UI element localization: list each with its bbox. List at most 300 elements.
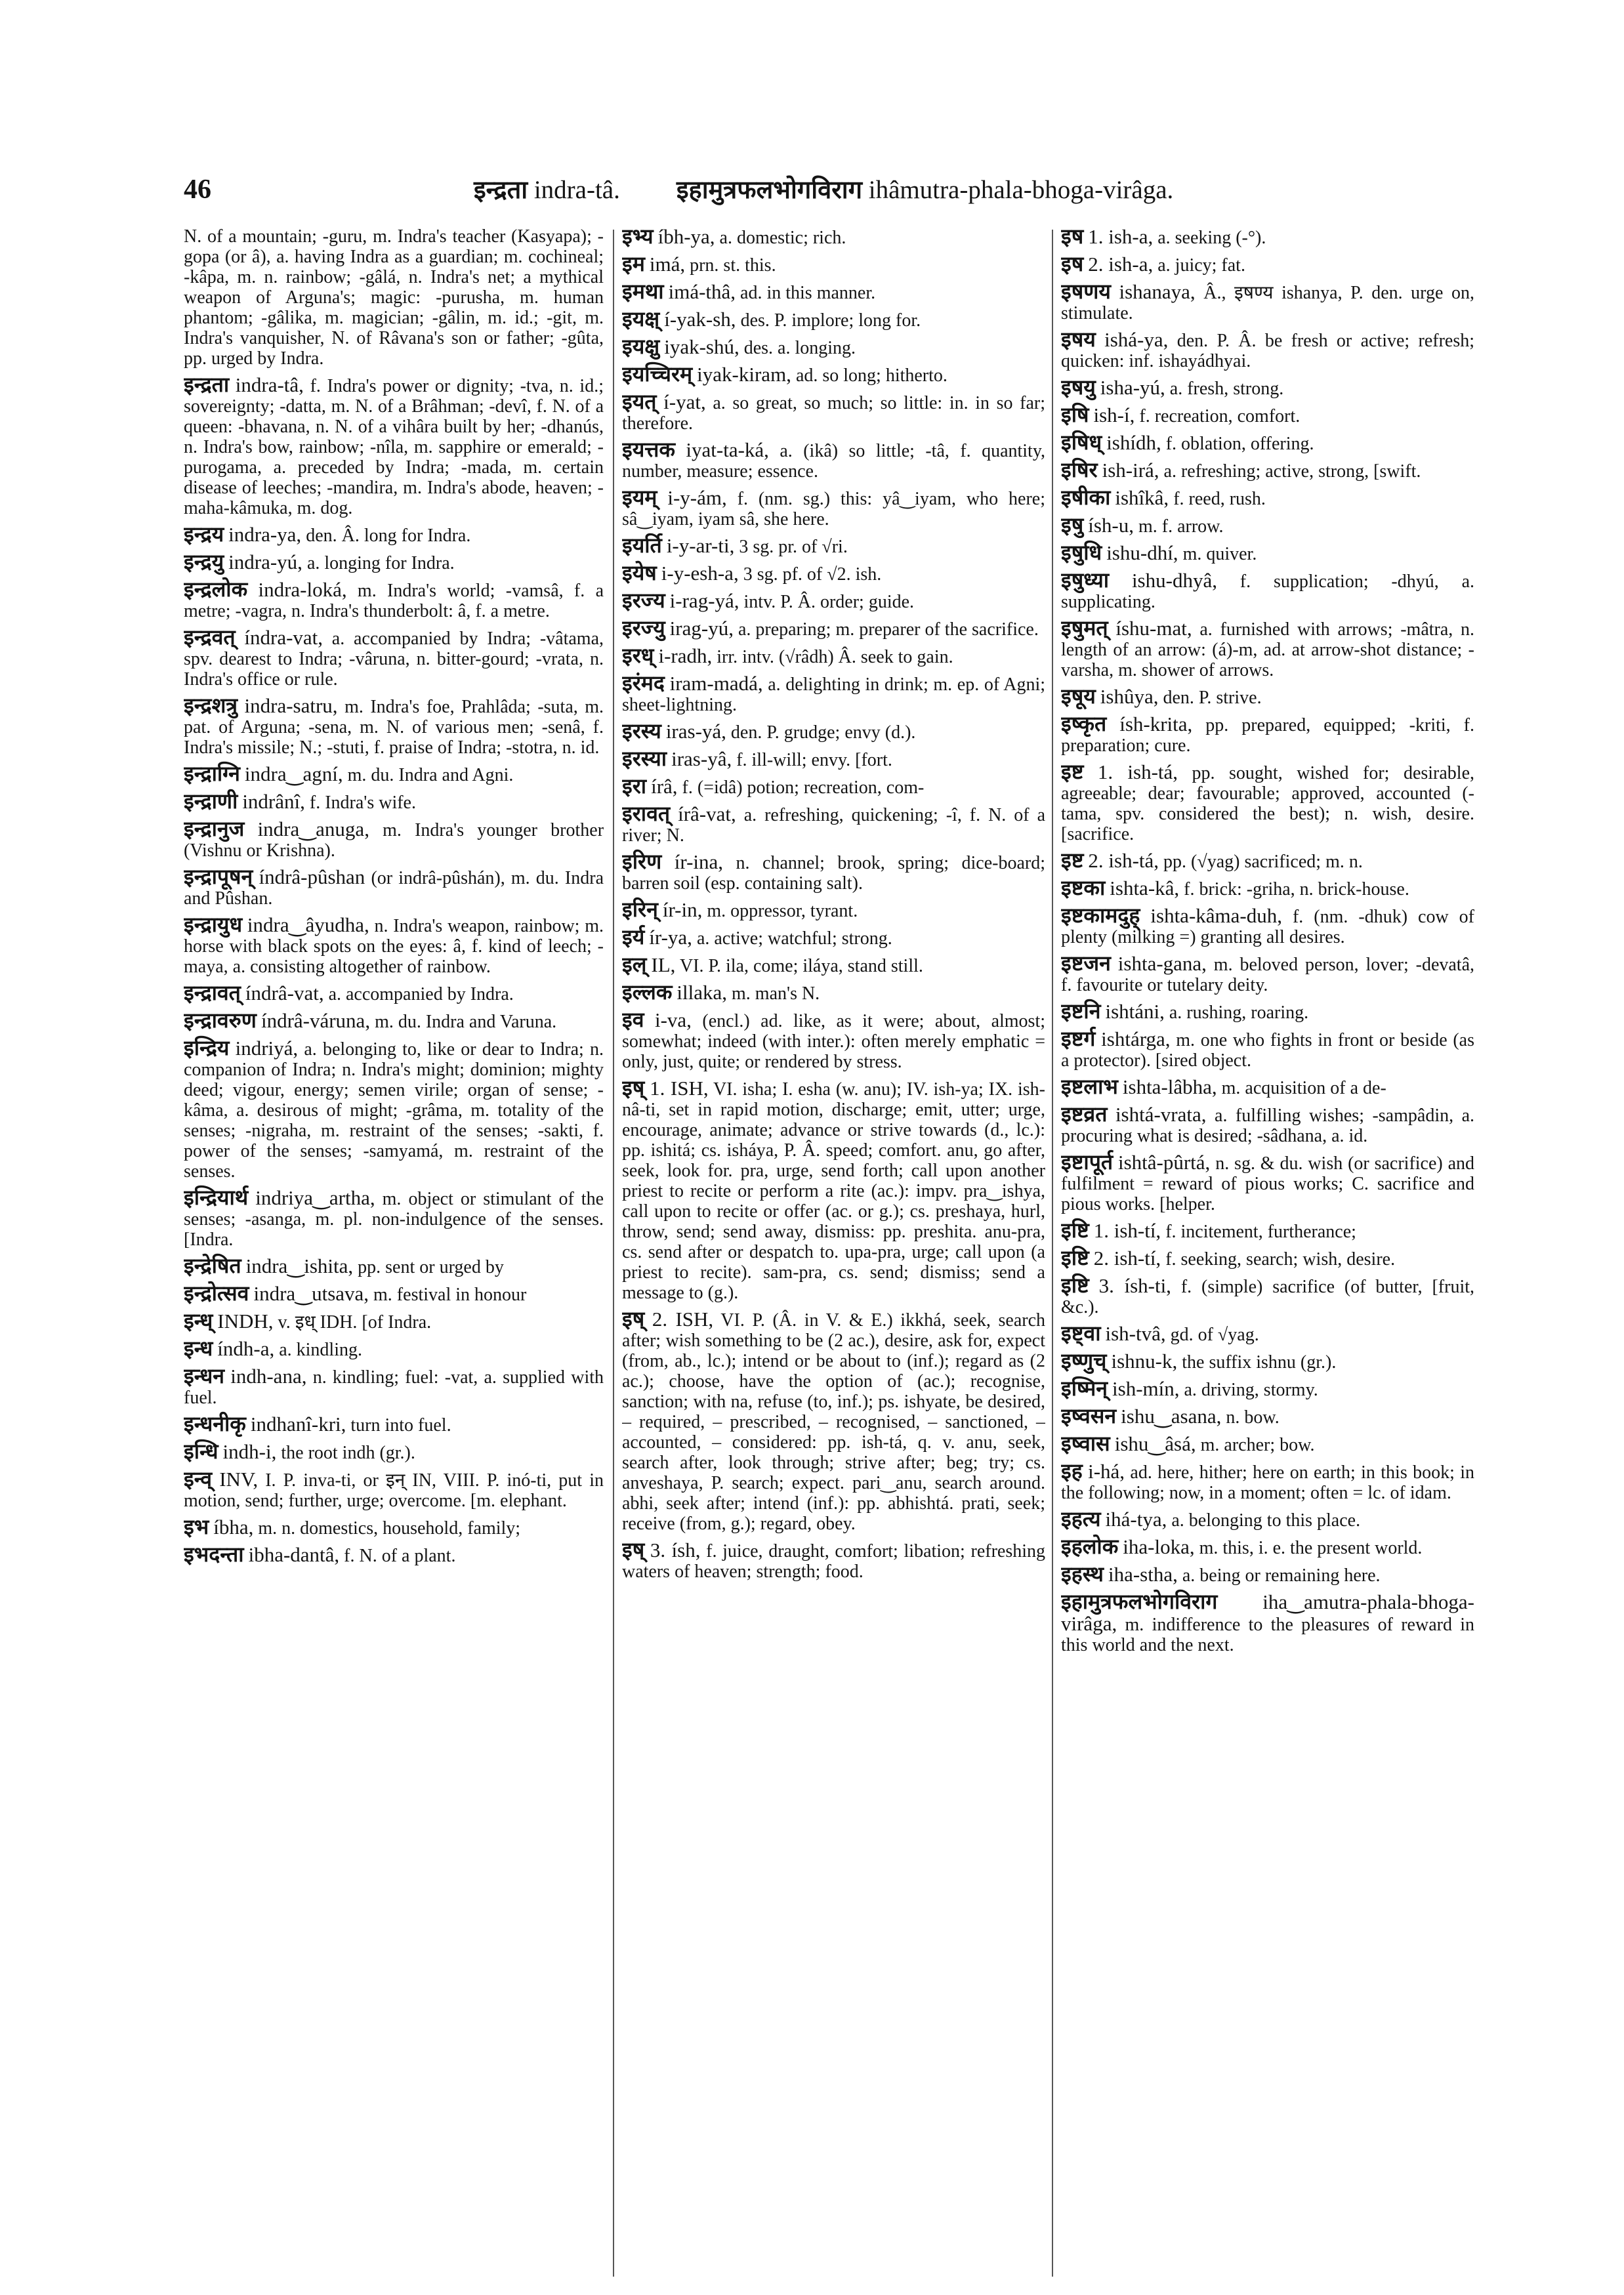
headword-devanagari: इरस्य	[622, 718, 661, 743]
dictionary-entry	[1061, 1026, 1474, 1071]
entry-definition: Â., इषण्य ishanya, P. den. urge on, stimulate.	[1061, 283, 1474, 323]
headword-transliteration: indra-yú,	[228, 550, 302, 573]
dictionary-entry	[1061, 281, 1474, 323]
headword-devanagari: इषुध्या	[1061, 568, 1110, 592]
headword-transliteration: i-há,	[1088, 1460, 1125, 1483]
headword-transliteration: indra-tâ,	[235, 373, 304, 396]
dictionary-entry	[1061, 1348, 1474, 1373]
headword-devanagari: इन्द्रय	[184, 522, 224, 547]
headword-devanagari: इन्द्रावत्	[184, 980, 241, 1005]
headword-transliteration: indra-loká,	[258, 578, 347, 601]
headword-devanagari: इष्टि	[1061, 1245, 1089, 1270]
entry-definition: m. this, i. e. the present world.	[1199, 1538, 1423, 1558]
headword-transliteration: 1. ish-tí,	[1093, 1219, 1161, 1242]
headword-devanagari: इन्धि	[184, 1439, 219, 1464]
headword-devanagari: इष्	[622, 1306, 645, 1331]
headword-devanagari: इह	[1061, 1458, 1083, 1483]
entry-definition: a. active; watchful; strong.	[696, 928, 892, 949]
headword-devanagari: इष्वसन	[1061, 1403, 1117, 1428]
entry-definition: n. Indra's weapon, rainbow; m. horse with black spots on the eyes: â, f. kind of leech; -maya, a. consisting altogether of rainbow.	[184, 916, 604, 977]
entry-definition: n. bow.	[1226, 1407, 1280, 1428]
headword-transliteration: iras-yá,	[665, 720, 726, 743]
dictionary-entry	[622, 281, 1045, 303]
headword-devanagari: इष्टलाभ	[1061, 1074, 1118, 1099]
headword-transliteration: ishta-gana,	[1117, 952, 1207, 975]
dictionary-entry	[622, 306, 1045, 331]
entry-definition: m. festival in honour	[373, 1285, 527, 1305]
entry-definition: des. P. implore; long for.	[740, 310, 921, 331]
headword-devanagari: इभ्य	[622, 226, 654, 249]
dictionary-entry	[1061, 512, 1474, 537]
entry-definition: f. (nm. -dhuk) cow of plenty (milking =) granting all desires.	[1061, 907, 1474, 947]
headword-devanagari: इष्टका	[1061, 875, 1106, 900]
dictionary-entry	[622, 776, 1045, 798]
dictionary-entry	[622, 334, 1045, 359]
headword-transliteration: iyak-kiram,	[697, 363, 791, 386]
headword-transliteration: ishu-dhyâ,	[1131, 569, 1217, 592]
headword-transliteration: ishta-kâma-duh,	[1150, 904, 1282, 927]
headword-devanagari: इष्टव्रत	[1061, 1102, 1108, 1127]
headword-transliteration: indra‿utsava,	[253, 1282, 369, 1305]
headword-devanagari: इयेष	[622, 560, 657, 585]
headword-devanagari: इरिन्	[622, 897, 658, 922]
entry-definition: turn into fuel.	[350, 1415, 451, 1436]
headword-transliteration: ish-tvâ,	[1105, 1322, 1166, 1345]
entry-definition: f. Indra's wife.	[309, 793, 416, 813]
dictionary-entry	[184, 980, 604, 1005]
entry-definition: 3 sg. pf. of √2. ish.	[743, 564, 882, 585]
headword-transliteration: 2. ish-tí,	[1093, 1247, 1161, 1270]
column-divider	[1052, 230, 1053, 2277]
dictionary-entry	[1061, 686, 1474, 708]
headword-devanagari: इन्ध्	[184, 1308, 213, 1333]
headword-devanagari: इल्लक	[622, 980, 673, 1004]
headword-devanagari: इष्ट्वा	[1061, 1321, 1101, 1346]
dictionary-entry	[622, 673, 1045, 715]
entry-definition: a. belonging to this place.	[1171, 1510, 1361, 1531]
entry-definition: ad. in this manner.	[740, 283, 876, 303]
dictionary-entry	[1061, 540, 1474, 565]
headword-transliteration: índrâ-váruna,	[260, 1009, 371, 1032]
dictionary-entry	[622, 1007, 1045, 1072]
entry-definition: n. sg. & du. wish (or sacrifice) and fulfilment = reward of pious works; C. sacrifice and pious works. [helper.	[1061, 1153, 1474, 1214]
dictionary-entry	[622, 364, 1045, 386]
headword-transliteration: i-va,	[654, 1008, 692, 1031]
dictionary-entry	[184, 1466, 604, 1511]
entry-definition: prn. st. this.	[690, 255, 776, 276]
dictionary-entry	[184, 372, 604, 518]
dictionary-entry	[184, 1185, 604, 1250]
dictionary-entry	[184, 1544, 604, 1566]
headword-transliteration: índh-a,	[217, 1337, 275, 1360]
headword-devanagari: इन्द्रयु	[184, 549, 224, 574]
entry-definition: f. incitement, furtherance;	[1165, 1222, 1356, 1242]
headword-transliteration: 2. ish-a,	[1088, 253, 1154, 276]
entry-definition: den. Â. long for Indra.	[306, 526, 471, 546]
headword-transliteration: 1. ish-tá,	[1097, 760, 1178, 783]
headword-transliteration: ishu-dhí,	[1106, 541, 1178, 564]
headword-transliteration: indra‿anuga,	[257, 817, 369, 840]
dictionary-entry	[1061, 1245, 1474, 1270]
dictionary-entry	[1061, 402, 1474, 427]
dictionary-entry	[1061, 226, 1474, 248]
entry-definition: pp. prepared, equipped; -kriti, f. preparation; cure.	[1061, 715, 1474, 756]
dictionary-entry	[184, 579, 604, 621]
entry-definition: a. belonging to, like or dear to Indra; n. companion of Indra; n. Indra's might; dominion; mighty deed; vigour, energy; semen virile; organ of sense; -kâma, a. desirous of might; -grâma, m. totality of the senses; -nigraha, m. restraint of the senses; -sakti, f. power of the senses; -samyamá, m. restraint of the senses.	[184, 1039, 604, 1182]
dictionary-entry	[1061, 1074, 1474, 1099]
headword-transliteration: indra‿agní,	[244, 762, 343, 785]
entry-definition: m. beloved person, lover; -devatâ, f. favourite or tutelary deity.	[1061, 955, 1474, 995]
headword-transliteration: 1. ish-a,	[1088, 226, 1154, 248]
entry-definition: intv. P. Â. order; guide.	[743, 592, 915, 612]
headword-devanagari: इहस्थ	[1061, 1561, 1104, 1586]
headword-devanagari: इयत्तक	[622, 437, 675, 462]
entry-definition: a. kindling.	[279, 1340, 362, 1360]
headword-transliteration: ish-í,	[1093, 403, 1135, 426]
headword-devanagari: इन्द्रावरुण	[184, 1008, 257, 1033]
headword-devanagari: इयक्ष्	[622, 306, 660, 331]
headword-transliteration: ishtâ-pûrtá,	[1117, 1151, 1211, 1174]
dictionary-entry	[1061, 1458, 1474, 1503]
headword-devanagari: इषुधि	[1061, 540, 1102, 565]
entry-definition: ad. here, hither; here on earth; in this book; in the following; now, in a moment; often = lc. of idam.	[1061, 1462, 1474, 1503]
headword-devanagari: इष्	[622, 1075, 645, 1100]
headword-transliteration: illaka,	[677, 981, 728, 1004]
headword-transliteration: isha-yú,	[1100, 376, 1165, 399]
dictionary-entry	[622, 1075, 1045, 1303]
dictionary-entry	[1061, 1403, 1474, 1428]
headword-devanagari: इरा	[622, 774, 647, 798]
entry-definition: m. Indra's foe, Prahlâda; -suta, m. pat. of Arguna; -sena, m. N. of various men; -senâ, f. Indra's missile; N.; -stuti, f. praise of Indra; -stotra, n. id.	[184, 697, 604, 758]
dictionary-entry	[1061, 759, 1474, 844]
running-header	[184, 172, 1437, 211]
entry-definition: pp. (√yag) sacrificed; m. n.	[1163, 852, 1363, 872]
headword-transliteration: i-radh,	[658, 644, 713, 667]
headword-devanagari: इष्टि	[1061, 1273, 1089, 1298]
headword-transliteration: ihá-tya,	[1105, 1508, 1167, 1531]
headword-transliteration: indriya‿artha,	[255, 1186, 375, 1209]
entry-definition: v. इध् IDH. [of Indra.	[278, 1312, 432, 1333]
headword-devanagari: इषिर	[1061, 457, 1098, 482]
entry-definition: m. Indra's world; -vamsâ, f. a metre; -vagra, n. Indra's thunderbolt: â, f. a metre.	[184, 581, 604, 621]
headword-transliteration: irag-yú,	[669, 617, 734, 640]
headword-devanagari: इष	[1061, 251, 1084, 276]
entry-definition: n. kindling; fuel: -vat, a. supplied with fuel.	[184, 1367, 604, 1408]
dictionary-entry	[1061, 1589, 1474, 1655]
headword-transliteration: indhanî-kri,	[250, 1413, 346, 1436]
dictionary-entry	[1061, 1534, 1474, 1559]
headword-transliteration: ishtá-vrata,	[1115, 1103, 1207, 1126]
headword-transliteration: iram-madá,	[669, 672, 763, 695]
headword-transliteration: ísh-u,	[1088, 514, 1134, 537]
entry-definition: pp. sent or urged by	[358, 1257, 504, 1277]
dictionary-entry	[622, 924, 1045, 949]
dictionary-entry	[1061, 377, 1474, 399]
dictionary-entry	[622, 899, 1045, 921]
dictionary-entry	[622, 849, 1045, 894]
headword-transliteration: i-y-ar-ti,	[666, 534, 735, 557]
headword-transliteration: INV,	[219, 1468, 259, 1491]
dictionary-entry	[1061, 1001, 1474, 1023]
dictionary-entry	[1061, 1275, 1474, 1317]
dictionary-entry	[1061, 850, 1474, 872]
headword-transliteration: índra-vat,	[244, 626, 323, 649]
headword-transliteration: indra-ya,	[228, 523, 302, 546]
headword-transliteration: imá-thâ,	[668, 280, 736, 303]
headword-devanagari: इष्ट	[1061, 848, 1084, 873]
headword-devanagari: इन्धन	[184, 1363, 225, 1388]
headword-devanagari: इष्टनि	[1061, 999, 1101, 1023]
entry-definition: f. juice, draught, comfort; libation; refreshing waters of heaven; strength; food.	[622, 1541, 1045, 1582]
headword-devanagari: इरंमद	[622, 671, 665, 695]
headword-transliteration: 3. ísh,	[650, 1539, 701, 1561]
headword-devanagari: इभदन्ता	[184, 1542, 244, 1567]
headword-devanagari: इयच्चिरम्	[622, 362, 693, 386]
headword-transliteration: indh-i,	[222, 1440, 277, 1463]
entry-definition: f. brick: -griha, n. brick-house.	[1184, 879, 1409, 899]
headword-devanagari: इन्द्रायुध	[184, 912, 243, 937]
entry-definition: m. quiver.	[1182, 544, 1257, 564]
dictionary-entry	[184, 1035, 604, 1182]
left-guide-word	[474, 172, 620, 206]
dictionary-entry	[184, 912, 604, 977]
entry-definition: m. du. Indra and Varuna.	[375, 1012, 557, 1032]
entry-definition: m. indifference to the pleasures of reward in this world and the next.	[1061, 1615, 1474, 1655]
entry-definition: f. seeking, search; wish, desire.	[1165, 1249, 1396, 1270]
entry-definition: f. (=idâ) potion; recreation, com-	[682, 777, 925, 798]
headword-devanagari: इन्ध	[184, 1336, 213, 1361]
entry-definition: a. accompanied by Indra.	[328, 984, 514, 1004]
headword-devanagari: इम	[622, 251, 645, 276]
dictionary-entry	[1061, 1378, 1474, 1400]
entry-definition: m. object or stimulant of the senses; -asanga, m. pl. non-indulgence of the senses. [Indra.	[184, 1189, 604, 1250]
headword-devanagari: इभ	[184, 1514, 209, 1539]
dictionary-entry	[1061, 487, 1474, 509]
entry-definition: m. acquisition of a de-	[1221, 1078, 1386, 1098]
headword-transliteration: ishu‿âsá,	[1114, 1432, 1196, 1455]
headword-devanagari: इषय	[1061, 327, 1096, 352]
entry-definition: f. N. of a plant.	[344, 1546, 456, 1566]
headword-devanagari: इषणय	[1061, 279, 1111, 304]
headword-transliteration: ishu‿asana,	[1121, 1405, 1222, 1428]
headword-devanagari: इन्द्रानुज	[184, 816, 245, 841]
dictionary-entry	[184, 549, 604, 574]
entry-definition: a. (ikâ) so little; -tâ, f. quantity, number, measure; essence.	[622, 441, 1045, 482]
headword-devanagari: इष्टजन	[1061, 951, 1111, 976]
dictionary-entry	[1061, 329, 1474, 371]
dictionary-entry	[184, 524, 604, 546]
headword-transliteration: ishîkâ,	[1115, 486, 1169, 509]
headword-devanagari: इन्द्रिय	[184, 1035, 230, 1060]
entry-definition: a. being or remaining here.	[1182, 1565, 1381, 1586]
dictionary-entry	[1061, 905, 1474, 947]
headword-devanagari: इन्द्रलोक	[184, 577, 248, 602]
dictionary-entry	[1061, 615, 1474, 680]
dictionary-entry	[184, 1308, 604, 1333]
entry-definition: f. ill-will; envy. [fort.	[736, 750, 892, 770]
headword-transliteration: IL,	[651, 953, 676, 976]
entry-definition: a. seeking (-°).	[1157, 228, 1266, 248]
entry-definition: den. P. Â. be fresh or active; refresh; quicken: inf. ishayádhyai.	[1061, 331, 1474, 371]
headword-devanagari: इष्टकामदुह्	[1061, 903, 1140, 928]
entry-definition: a. longing for Indra.	[306, 553, 455, 573]
headword-transliteration: ír-ya,	[649, 926, 692, 949]
dictionary-column-1	[184, 226, 604, 2273]
entry-definition: (encl.) ad. like, as it were; about, almost; somewhat; indeed (with inter.): often merely emphatic = only, just, quite; or rendered by stress.	[622, 1011, 1045, 1072]
dictionary-entry	[622, 1537, 1045, 1582]
headword-devanagari: इषिध्	[1061, 430, 1102, 455]
entry-definition: irr. intv. (√râdh) Â. seek to gain.	[717, 647, 953, 667]
headword-transliteration: ishídh,	[1106, 431, 1161, 454]
entry-definition: a. furnished with arrows; -mâtra, n. length of an arrow: (á)-m, ad. at arrow-shot distance; -varsha, m. shower of arrows.	[1061, 619, 1474, 680]
entry-definition: a. preparing; m. preparer of the sacrifice.	[738, 619, 1039, 640]
dictionary-entry	[184, 627, 604, 690]
headword-devanagari: इरावत्	[622, 801, 671, 826]
headword-transliteration: ishta-kâ,	[1110, 877, 1180, 899]
headword-transliteration: ibha-dantâ,	[248, 1543, 340, 1566]
headword-devanagari: इन्व्	[184, 1466, 213, 1491]
dictionary-entry	[1061, 251, 1474, 276]
right-guide-word	[677, 172, 1173, 206]
entry-definition: m. man's N.	[732, 983, 820, 1004]
dictionary-entry	[1061, 1431, 1474, 1456]
left-guide-translit: indra-tâ.	[533, 176, 620, 204]
entry-definition: gd. of √yag.	[1170, 1325, 1259, 1345]
entry-definition: a. driving, stormy.	[1184, 1380, 1318, 1400]
dictionary-entry	[184, 761, 604, 786]
dictionary-entry	[1061, 1149, 1474, 1214]
dictionary-entry	[622, 643, 1045, 668]
headword-transliteration: iyat-ta-ká,	[686, 438, 769, 461]
entry-definition: a. delighting in drink; m. ep. of Agni; sheet-lightning.	[622, 674, 1045, 715]
headword-transliteration: 1. ISH,	[650, 1077, 709, 1100]
entry-definition: m. Indra's younger brother (Vishnu or Krishna).	[184, 820, 604, 861]
entry-definition: a. domestic; rich.	[719, 228, 846, 248]
headword-devanagari: इषूय	[1061, 684, 1096, 709]
continued-entry-text: N. of a mountain; -guru, m. Indra's teacher (Kasyapa); -gopa (or â), a. having Indra as a guardian; m. cochineal; -kâpa, m. n. rainbow; -gâlá, n. Indra's net; a mythical weapon of Arguna's; magic: -purusha, m. human phantom; -gâlika, m. magician; -gâlin, m. id.; -git, m. Indra's vanquisher, N. of Râvana's son or father; -gûta, pp. urged by Indra.	[184, 226, 604, 369]
headword-devanagari: इष्णुच्	[1061, 1348, 1107, 1373]
right-guide-devanagari: इहामुत्रफलभोगविराग	[676, 175, 862, 204]
headword-transliteration: índrâ-pûshan	[259, 865, 365, 888]
headword-devanagari: इयत्	[622, 389, 657, 414]
headword-transliteration: ish-mín,	[1112, 1377, 1180, 1400]
headword-devanagari: इयम्	[622, 485, 657, 510]
headword-transliteration: imá,	[649, 253, 686, 276]
headword-transliteration: indh-ana,	[230, 1365, 307, 1388]
page-number: 46	[184, 175, 211, 205]
headword-transliteration: írâ,	[651, 775, 678, 798]
entry-definition: f. (simple) sacrifice (of butter, [fruit, &c.).	[1061, 1277, 1474, 1317]
entry-definition: VI. P. ila, come; iláya, stand still.	[679, 956, 923, 976]
headword-transliteration: iha-stha,	[1108, 1563, 1178, 1586]
entry-definition: a. refreshing; active, strong, [swift.	[1163, 461, 1421, 482]
headword-devanagari: इर्य	[622, 924, 645, 949]
headword-transliteration: i-rag-yá,	[669, 589, 739, 612]
dictionary-entry	[622, 389, 1045, 434]
entry-definition: a. refreshing, quickening; -î, f. N. of a river; N.	[622, 805, 1045, 846]
headword-devanagari: इन्द्रापूषन्	[184, 864, 253, 889]
dictionary-entry	[184, 695, 604, 758]
entry-definition: n. channel; brook, spring; dice-board; barren soil (esp. containing salt).	[622, 853, 1045, 894]
headword-devanagari: इष्	[622, 1537, 645, 1562]
entry-definition: m. du. Indra and Agni.	[347, 765, 514, 785]
dictionary-entry	[622, 952, 1045, 977]
entry-definition: (or indrâ-pûshán), m. du. Indra and Pûshan.	[184, 868, 604, 909]
headword-transliteration: 3. ísh-ti,	[1098, 1274, 1171, 1297]
dictionary-entry	[184, 816, 604, 861]
headword-transliteration: INDH,	[217, 1310, 274, 1333]
headword-transliteration: indriyá,	[235, 1037, 299, 1060]
headword-transliteration: ishanaya,	[1119, 280, 1196, 303]
headword-transliteration: iras-yâ,	[671, 747, 732, 770]
headword-transliteration: íbh-ya,	[657, 226, 715, 248]
entry-definition: m. oppressor, tyrant.	[707, 901, 858, 921]
dictionary-entry	[1061, 1323, 1474, 1345]
entry-definition: a. fulfilling wishes; -sampâdin, a. procuring what is desired; -sâdhana, a. id.	[1061, 1106, 1474, 1146]
dictionary-entry	[622, 251, 1045, 276]
headword-devanagari: इषि	[1061, 402, 1089, 427]
dictionary-entry	[622, 801, 1045, 846]
headword-transliteration: iha-loka,	[1123, 1535, 1195, 1558]
dictionary-entry	[184, 1253, 604, 1278]
entry-definition: f. oblation, offering.	[1165, 434, 1314, 454]
entry-definition: a. accompanied by Indra; -vâtama, spv. dearest to Indra; -vâruna, n. bitter-gourd; -vrata, n. Indra's office or rule.	[184, 629, 604, 690]
headword-devanagari: इरध्	[622, 643, 654, 668]
headword-transliteration: iha‿amutra-phala-bhoga-virâga,	[1061, 1590, 1474, 1635]
headword-devanagari: इल्	[622, 952, 647, 977]
entry-definition: the root indh (gr.).	[281, 1443, 415, 1463]
headword-transliteration: i-y-esh-a,	[661, 562, 739, 585]
dictionary-entry	[184, 1441, 604, 1463]
dictionary-column-2	[622, 226, 1045, 2273]
headword-devanagari: इषयु	[1061, 375, 1096, 400]
entry-definition: a. rushing, roaring.	[1169, 1003, 1309, 1023]
headword-devanagari: इन्द्रेषित	[184, 1253, 241, 1278]
headword-devanagari: इष्टर्ग	[1061, 1026, 1096, 1051]
headword-devanagari: इरज्यु	[622, 615, 665, 640]
dictionary-entry	[184, 1363, 604, 1408]
entry-definition: VI. P. (Â. in V. & E.) ikkhá, seek, search after; wish something to be (2 ac.), desire, ask for, expect (from, ab., lc.); intend or be about to (inf.); regard as (2 ac.); choose, have the option of (ac.); recognise, sanction; with na, refuse (to, inf.); ps. ishyate, be desired, – required, – prescribed, – recognised, – sanctioned, – accounted, – considered: pp. ish-tá, q. v. anu, seek, search after, look through; strive after; beg; try; cs. anveshaya, P. search; expect. pari‿anu, search around. abhi, seek after; intend (inf.): pp. abhishtá. prati, seek; receive (from, g.); regard, obey.	[622, 1310, 1045, 1534]
headword-devanagari: इव	[622, 1007, 644, 1032]
column-divider	[613, 230, 614, 2277]
dictionary-entry	[184, 1411, 604, 1436]
entry-definition: f. Indra's power or dignity; -tva, n. id.; sovereignty; -datta, m. N. of a Brâhman; -devî, f. N. of a queen: -bhavana, n. N. of a vihâra built by her; -dhanús, n. Indra's bow, rainbow; -nîla, m. sapphire or emerald; -purogama, a. preceded by Indra; -mada, m. certain disease of leeches; -mandira, m. Indra's abode, heaven; -maha-kâmuka, m. dog.	[184, 376, 604, 518]
dictionary-entry	[1061, 711, 1474, 756]
entry-definition: 3 sg. pr. of √ri.	[739, 537, 848, 557]
headword-transliteration: írâ-vat,	[678, 802, 736, 825]
dictionary-entry	[622, 535, 1045, 557]
headword-transliteration: íshu-mat,	[1115, 617, 1192, 640]
headword-transliteration: ishtárga,	[1101, 1027, 1171, 1050]
headword-devanagari: इरस्या	[622, 746, 667, 771]
dictionary-entry	[622, 982, 1045, 1004]
headword-devanagari: इहामुत्रफलभोगविराग	[1061, 1589, 1218, 1614]
dictionary-entry	[1061, 570, 1474, 612]
headword-devanagari: इहत्य	[1061, 1506, 1101, 1531]
headword-transliteration: iyak-shú,	[664, 335, 739, 358]
dictionary-entry	[184, 1283, 604, 1305]
headword-transliteration: í-yat,	[663, 390, 706, 413]
headword-devanagari: इन्धनीकृ	[184, 1411, 246, 1436]
entry-definition: den. P. grudge; envy (d.).	[730, 722, 916, 743]
dictionary-entry	[622, 560, 1045, 585]
entry-definition: a. juicy; fat.	[1157, 255, 1245, 276]
headword-devanagari: इहलोक	[1061, 1534, 1119, 1559]
entry-definition: f. recreation, comfort.	[1139, 406, 1301, 426]
headword-devanagari: इन्द्रियार्थ	[184, 1185, 249, 1210]
headword-transliteration: ír-ina,	[674, 850, 724, 873]
headword-transliteration: 2. ISH,	[652, 1308, 714, 1331]
